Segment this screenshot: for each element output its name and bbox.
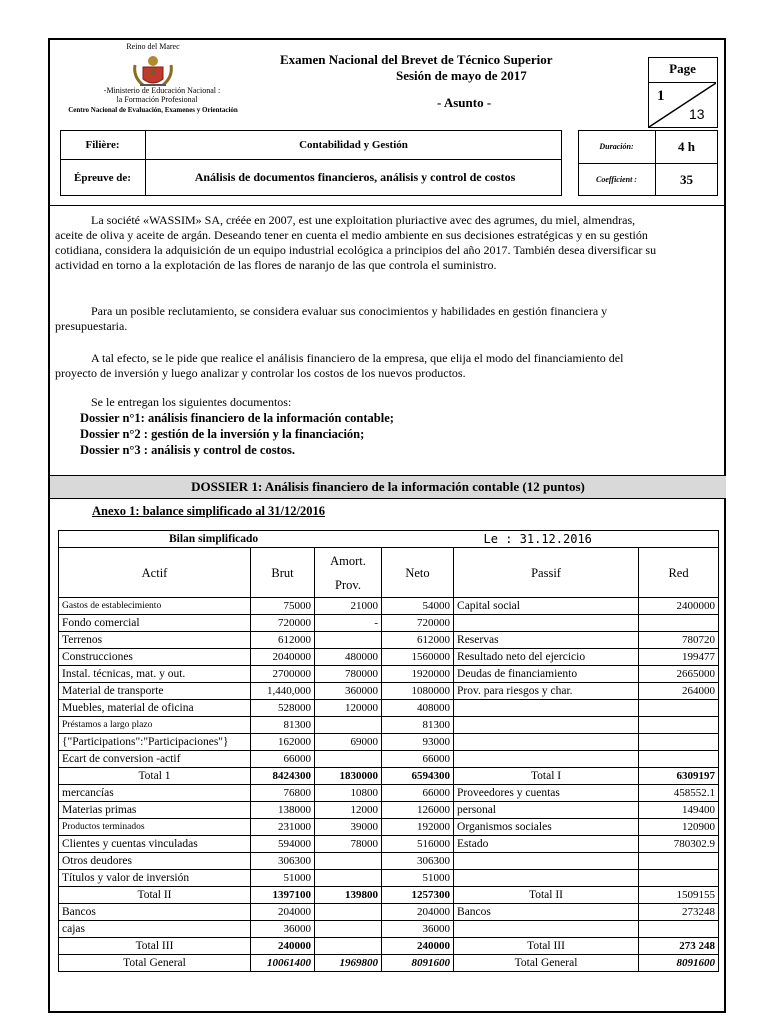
ministry-line-1: -Ministerio de Educación Nacional :: [103, 86, 221, 95]
exam-session: Sesión de mayo de 2017: [396, 68, 527, 83]
cell-brut: 2700000: [251, 666, 315, 683]
header-red: Red: [639, 548, 719, 598]
cell-passif: Bancos: [454, 904, 639, 921]
total-general-amort: 1969800: [315, 955, 382, 972]
balance-row: [59, 734, 719, 751]
cell-actif: Fondo comercial: [59, 615, 251, 632]
cell-actif: Productos terminados: [59, 819, 251, 836]
cell-amort: 69000: [315, 734, 382, 751]
cell-neto: 408000: [382, 700, 454, 717]
cell-red: 120900: [639, 819, 719, 836]
cell-actif: Materias primas: [59, 802, 251, 819]
page-label: Page: [669, 61, 696, 76]
exam-title: Examen Nacional del Brevet de Técnico Superior: [280, 52, 553, 67]
cell-passif: [454, 870, 639, 887]
cell-amort: 480000: [315, 649, 382, 666]
cell-red: [639, 870, 719, 887]
crest-top-text: Reino del Marec: [126, 42, 180, 51]
cell-neto: 720000: [382, 615, 454, 632]
total-general-actif: Total General: [59, 955, 251, 972]
cell-amort: [315, 632, 382, 649]
total-1-neto: 6594300: [382, 768, 454, 785]
total-3-amort: [315, 938, 382, 955]
cell-amort: 120000: [315, 700, 382, 717]
cell-neto: 93000: [382, 734, 454, 751]
cell-passif: Prov. para riesgos y char.: [454, 683, 639, 700]
balance-row: [59, 785, 719, 802]
intro-paragraph-2: Para un posible reclutamiento, se considera evaluar sus conocimientos y habilidades en gestión financiera y presupuestaria.: [55, 304, 608, 333]
cell-brut: 204000: [251, 904, 315, 921]
filiere-value: Contabilidad y Gestión: [299, 138, 408, 151]
cell-actif: Préstamos a largo plazo: [59, 717, 251, 734]
balance-row: [59, 700, 719, 717]
header-amort: [315, 548, 382, 598]
total-1-row: [59, 768, 719, 785]
header-brut: Brut: [251, 548, 315, 598]
cell-amort: -: [315, 615, 382, 632]
total-general-red: 8091600: [639, 955, 719, 972]
coat-of-arms-icon: [130, 53, 176, 89]
dossier-bullet-1: Dossier n°1: análisis financiero de la información contable;: [80, 411, 394, 425]
cell-red: [639, 700, 719, 717]
cell-amort: [315, 870, 382, 887]
cell-passif: [454, 751, 639, 768]
cell-actif: Ecart de conversion -actif: [59, 751, 251, 768]
total-3-neto: 240000: [382, 938, 454, 955]
dossier-bullet-3: Dossier n°3 : análisis y control de costos.: [80, 443, 295, 457]
cell-brut: 66000: [251, 751, 315, 768]
total-general-row: [59, 955, 719, 972]
cell-brut: 138000: [251, 802, 315, 819]
cell-neto: 36000: [382, 921, 454, 938]
cell-amort: [315, 751, 382, 768]
cell-amort: [315, 717, 382, 734]
cell-neto: 66000: [382, 785, 454, 802]
cell-passif: Capital social: [454, 598, 639, 615]
annex-title: Anexo 1: balance simplificado al 31/12/2016: [92, 504, 325, 518]
cell-red: 780302.9: [639, 836, 719, 853]
header-amort-line1: Amort.: [330, 553, 366, 568]
cell-brut: 76800: [251, 785, 315, 802]
cell-neto: 306300: [382, 853, 454, 870]
total-2-neto: 1257300: [382, 887, 454, 904]
page-current: 1: [657, 88, 665, 104]
cell-red: [639, 751, 719, 768]
total-3-actif: Total III: [59, 938, 251, 955]
cell-brut: 36000: [251, 921, 315, 938]
total-3-passif: Total III: [454, 938, 639, 955]
epreuve-label: Épreuve de:: [74, 171, 131, 184]
page-total: 13: [689, 106, 705, 122]
duration-value: 4 h: [678, 138, 695, 154]
cell-neto: 81300: [382, 717, 454, 734]
total-2-passif: Total II: [454, 887, 639, 904]
cell-passif: Estado: [454, 836, 639, 853]
cell-red: [639, 615, 719, 632]
cell-red: [639, 853, 719, 870]
cell-passif: [454, 615, 639, 632]
cell-passif: Resultado neto del ejercicio: [454, 649, 639, 666]
cell-actif: Títulos y valor de inversión: [59, 870, 251, 887]
cell-actif: Otros deudores: [59, 853, 251, 870]
balance-header-row: [59, 548, 719, 598]
cell-neto: 192000: [382, 819, 454, 836]
cell-passif: Reservas: [454, 632, 639, 649]
cell-neto: 66000: [382, 751, 454, 768]
balance-row: [59, 870, 719, 887]
cell-neto: 1920000: [382, 666, 454, 683]
cell-brut: 306300: [251, 853, 315, 870]
cell-brut: 594000: [251, 836, 315, 853]
cell-brut: 81300: [251, 717, 315, 734]
intro-paragraph-4: Se le entregan los siguientes documentos:: [91, 395, 292, 409]
cell-red: 149400: [639, 802, 719, 819]
dossier-bullet-2: Dossier n°2 : gestión de la inversión y la financiación;: [80, 427, 365, 441]
coefficient-label: Coefficient :: [596, 175, 637, 184]
total-general-neto: 8091600: [382, 955, 454, 972]
cell-actif: Clientes y cuentas vinculadas: [59, 836, 251, 853]
cell-amort: 12000: [315, 802, 382, 819]
ministry-line-3: Centro Nacional de Evaluación, Examenes y Orientación: [68, 106, 238, 114]
balance-row: [59, 853, 719, 870]
total-1-brut: 8424300: [251, 768, 315, 785]
cell-actif: Bancos: [59, 904, 251, 921]
cell-passif: [454, 921, 639, 938]
balance-row: [59, 751, 719, 768]
cell-neto: 1080000: [382, 683, 454, 700]
total-2-amort: 139800: [315, 887, 382, 904]
cell-red: 780720: [639, 632, 719, 649]
cell-red: 264000: [639, 683, 719, 700]
cell-amort: [315, 904, 382, 921]
cell-neto: 51000: [382, 870, 454, 887]
cell-actif: Material de transporte: [59, 683, 251, 700]
cell-amort: 39000: [315, 819, 382, 836]
header-separator: [50, 205, 726, 206]
header-passif: Passif: [454, 548, 639, 598]
total-2-actif: Total II: [59, 887, 251, 904]
cell-red: 458552.1: [639, 785, 719, 802]
balance-title-row: [59, 531, 719, 548]
cell-brut: 1,440,000: [251, 683, 315, 700]
cell-actif: Instal. técnicas, mat. y out.: [59, 666, 251, 683]
total-2-row: [59, 887, 719, 904]
balance-row: [59, 615, 719, 632]
cell-amort: 780000: [315, 666, 382, 683]
epreuve-value: Análisis de documentos financieros, análisis y control de costos: [194, 170, 516, 184]
cell-neto: 54000: [382, 598, 454, 615]
cell-red: [639, 734, 719, 751]
cell-actif: Muebles, material de oficina: [59, 700, 251, 717]
page-box: [648, 57, 718, 128]
cell-amort: 10800: [315, 785, 382, 802]
cell-red: 2400000: [639, 598, 719, 615]
cell-passif: [454, 700, 639, 717]
cell-amort: 360000: [315, 683, 382, 700]
total-1-passif: Total I: [454, 768, 639, 785]
total-2-brut: 1397100: [251, 887, 315, 904]
cell-amort: 21000: [315, 598, 382, 615]
cell-actif: mercancías: [59, 785, 251, 802]
cell-passif: personal: [454, 802, 639, 819]
total-3-red: 273 248: [639, 938, 719, 955]
balance-row: [59, 717, 719, 734]
cell-red: 2665000: [639, 666, 719, 683]
total-general-passif: Total General: [454, 955, 639, 972]
balance-row: [59, 683, 719, 700]
balance-row: [59, 802, 719, 819]
balance-row: [59, 649, 719, 666]
total-3-brut: 240000: [251, 938, 315, 955]
cell-red: [639, 921, 719, 938]
total-general-brut: 10061400: [251, 955, 315, 972]
balance-row: [59, 921, 719, 938]
dossier-1-title: DOSSIER 1: Análisis financiero de la información contable (12 puntos): [50, 475, 726, 499]
cell-amort: [315, 921, 382, 938]
header-neto: Neto: [382, 548, 454, 598]
cell-passif: Proveedores y cuentas: [454, 785, 639, 802]
balance-row: [59, 598, 719, 615]
balance-row: [59, 904, 719, 921]
total-1-red: 6309197: [639, 768, 719, 785]
cell-neto: 612000: [382, 632, 454, 649]
balance-row: [59, 836, 719, 853]
cell-passif: [454, 717, 639, 734]
cell-neto: 516000: [382, 836, 454, 853]
cell-neto: 204000: [382, 904, 454, 921]
cell-neto: 126000: [382, 802, 454, 819]
cell-passif: Organismos sociales: [454, 819, 639, 836]
duration-label: Duración:: [599, 142, 634, 151]
cell-brut: 612000: [251, 632, 315, 649]
cell-brut: 162000: [251, 734, 315, 751]
balance-date: Le : 31.12.2016: [454, 531, 719, 548]
total-3-row: [59, 938, 719, 955]
cell-amort: [315, 853, 382, 870]
balance-title: Bilan simplificado: [59, 531, 454, 548]
cell-actif: Gastos de establecimiento: [59, 598, 251, 615]
cell-red: 199477: [639, 649, 719, 666]
cell-brut: 51000: [251, 870, 315, 887]
balance-row: [59, 632, 719, 649]
cell-neto: 1560000: [382, 649, 454, 666]
cell-red: [639, 717, 719, 734]
cell-brut: 528000: [251, 700, 315, 717]
total-1-actif: Total 1: [59, 768, 251, 785]
cell-actif: Terrenos: [59, 632, 251, 649]
cell-actif: cajas: [59, 921, 251, 938]
total-2-red: 1509155: [639, 887, 719, 904]
cell-brut: 75000: [251, 598, 315, 615]
cell-actif: {"Participations":"Participaciones"}: [59, 734, 251, 751]
header-amort-line2: Prov.: [335, 577, 361, 592]
cell-amort: 78000: [315, 836, 382, 853]
cell-brut: 231000: [251, 819, 315, 836]
ministry-line-2: la Formación Profesional: [116, 95, 198, 104]
cell-brut: 2040000: [251, 649, 315, 666]
balance-row: [59, 666, 719, 683]
cell-brut: 720000: [251, 615, 315, 632]
cell-passif: Deudas de financiamiento: [454, 666, 639, 683]
intro-paragraph-3: A tal efecto, se le pide que realice el análisis financiero de la empresa, que elija el modo del financiamiento del proyecto de inversión y luego analizar y controlar los costos de los nuevos productos.: [55, 351, 624, 380]
total-1-amort: 1830000: [315, 768, 382, 785]
exam-subject: - Asunto -: [437, 95, 492, 110]
coefficient-value: 35: [680, 171, 693, 187]
balance-table: [58, 530, 719, 972]
cell-passif: [454, 853, 639, 870]
cell-red: 273248: [639, 904, 719, 921]
filiere-label: Filière:: [85, 138, 120, 151]
balance-row: [59, 819, 719, 836]
cell-actif: Construcciones: [59, 649, 251, 666]
intro-paragraph-1: La société «WASSIM» SA, créée en 2007, est une exploitation pluriactive avec des agrumes, du miel, almendras, aceite de oliva y aceite de argán. Deseando tener en cuenta el medio ambiente en sus decisiones estratégicas y en su gestión cotidiana, considera la adquisición de un equipo industrial ecológica a principios del año 2017. También desea diversificar su actividad en torno a la explotación de las flores de naranjo de las que controla el suministro.: [55, 213, 657, 272]
header-actif: Actif: [59, 548, 251, 598]
cell-passif: [454, 734, 639, 751]
